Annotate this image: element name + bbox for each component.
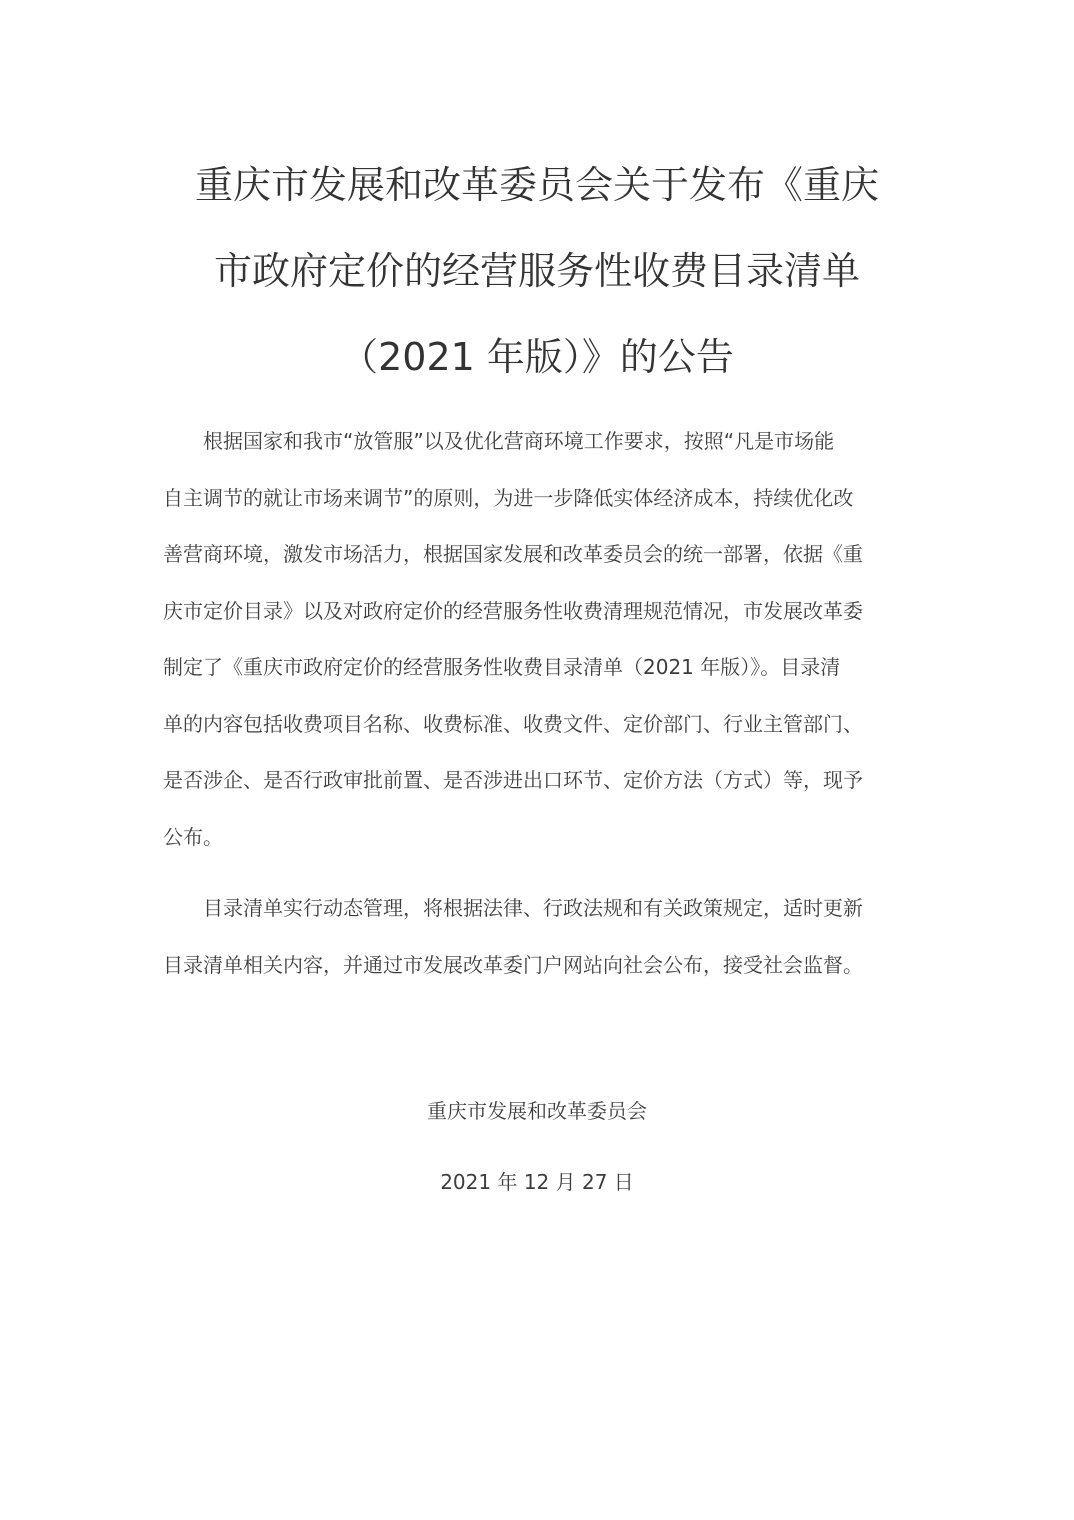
- issuer-signature: 重庆市发展和改革委员会: [427, 1099, 647, 1123]
- paragraph-line: 单的内容包括收费项目名称、收费标准、收费文件、定价部门、行业主管部门、: [163, 711, 863, 736]
- paragraph-line: 根据国家和我市“放管服”以及优化营商环境工作要求，按照“凡是市场能: [163, 429, 835, 453]
- paragraph-line: 制定了《重庆市政府定价的经营服务性收费目录清单（2021 年版）》。目录清: [163, 655, 841, 679]
- body-paragraph-1: [163, 413, 913, 865]
- issue-date: 2021 年 12 月 27 日: [440, 1170, 634, 1194]
- paragraph-line: 庆市定价目录》以及对政府定价的经营服务性收费清理规范情况，市发展改革委: [163, 598, 863, 623]
- page-title: [150, 142, 924, 400]
- paragraph-line: 善营商环境，激发市场活力，根据国家发展和改革委员会的统一部署，依据《重: [163, 542, 863, 566]
- body-paragraph-2: [163, 880, 913, 993]
- paragraph-line: 目录清单相关内容，并通过市发展改革委门户网站向社会公布，接受社会监督。: [163, 952, 863, 977]
- paragraph-line: 是否涉企、是否行政审批前置、是否涉进出口环节、定价方法（方式）等，现予: [163, 768, 863, 792]
- title-line: （2021 年版）》的公告: [340, 335, 734, 379]
- title-line: 重庆市发展和改革委员会关于发布《重庆: [194, 163, 879, 207]
- paragraph-line: 公布。: [163, 824, 223, 849]
- paragraph-line: 自主调节的就让市场来调节”的原则，为进一步降低实体经济成本，持续优化改: [163, 485, 854, 510]
- title-line: 市政府定价的经营服务性收费目录清单: [213, 249, 860, 293]
- paragraph-line: 目录清单实行动态管理，将根据法律、行政法规和有关政策规定，适时更新: [163, 896, 863, 920]
